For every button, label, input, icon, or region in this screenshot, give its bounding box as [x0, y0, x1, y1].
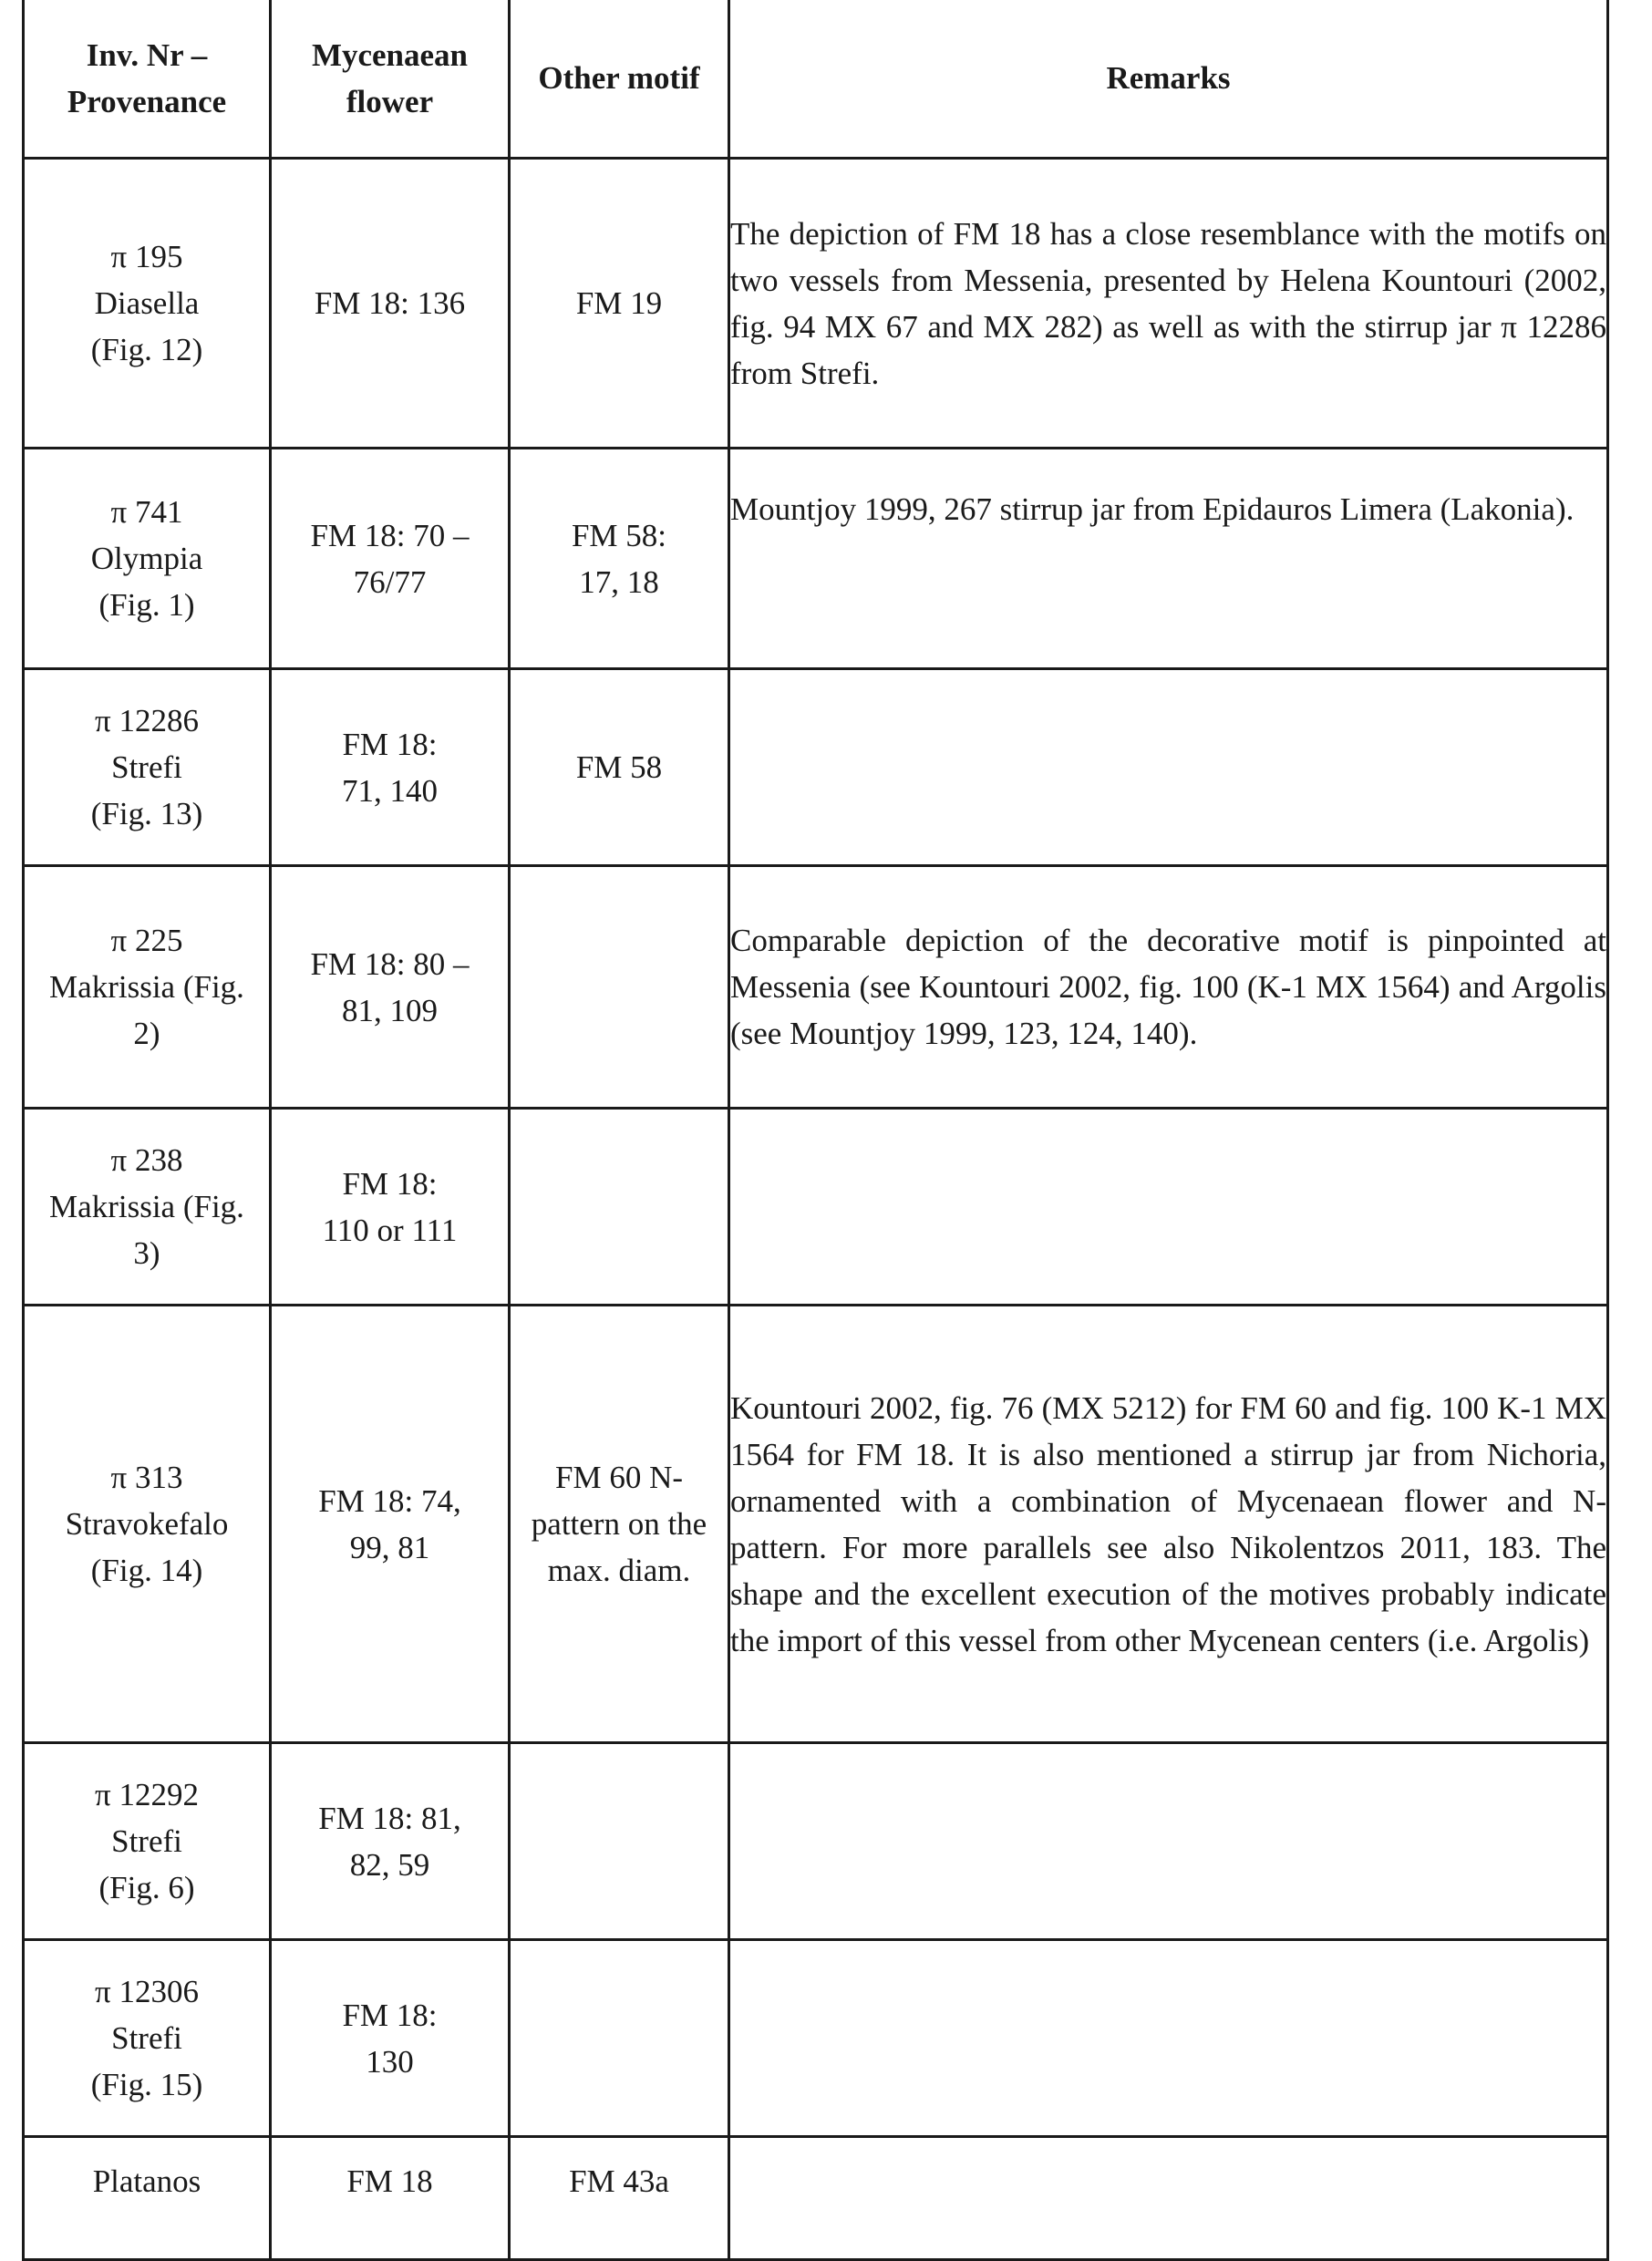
header-mycenaean-flower	[271, 0, 510, 159]
flower-text: FM 18: 136	[314, 285, 466, 321]
provenance-text: π 195 Diasella (Fig. 12)	[90, 239, 203, 367]
flower-cell	[271, 449, 510, 669]
remarks-text: Mountjoy 1999, 267 stirrup jar from Epidauros Limera (Lakonia).	[730, 491, 1575, 527]
flower-cell	[271, 159, 510, 449]
table-row	[24, 1940, 1608, 2137]
flower-cell	[271, 2137, 510, 2260]
provenance-cell	[24, 449, 271, 669]
provenance-cell	[24, 1109, 271, 1306]
flower-cell	[271, 866, 510, 1109]
other-motif-text: FM 19	[575, 285, 663, 321]
provenance-text: π 313 Stravokefalo (Fig. 14)	[65, 1460, 229, 1588]
table-row	[24, 669, 1608, 866]
table-row	[24, 1109, 1608, 1306]
other-motif-cell	[510, 2137, 729, 2260]
header-remarks-label: Remarks	[1106, 60, 1231, 96]
motif-table	[22, 0, 1609, 2261]
flower-cell	[271, 1743, 510, 1940]
table-row	[24, 2137, 1608, 2260]
remarks-cell	[729, 1743, 1608, 1940]
header-other-motif	[510, 0, 729, 159]
provenance-cell	[24, 159, 271, 449]
other-motif-cell	[510, 449, 729, 669]
other-motif-cell	[510, 1306, 729, 1743]
remarks-cell	[729, 1306, 1608, 1743]
flower-cell	[271, 1940, 510, 2137]
provenance-cell	[24, 1743, 271, 1940]
table-row	[24, 1743, 1608, 1940]
flower-text: FM 18: 71, 140	[342, 726, 438, 809]
remarks-text: The depiction of FM 18 has a close resemblance with the motifs on two vessels from Messenia, presented by Helena Kountouri (2002, fig. 94 MX 67 and MX 282) as well as with the stirrup jar π 12286 from Strefi.	[730, 215, 1606, 391]
flower-cell	[271, 669, 510, 866]
flower-text: FM 18: 70 – 76/77	[310, 517, 470, 600]
header-other-label: Other motif	[538, 60, 700, 96]
remarks-cell	[729, 866, 1608, 1109]
provenance-text: Platanos	[92, 2163, 201, 2199]
provenance-cell	[24, 669, 271, 866]
remarks-cell	[729, 669, 1608, 866]
remarks-cell	[729, 449, 1608, 669]
other-motif-text: FM 58: 17, 18	[571, 517, 667, 600]
header-flower-label: Mycenaean flower	[311, 36, 469, 119]
flower-text: FM 18: 74, 99, 81	[318, 1482, 461, 1565]
header-provenance-label: Inv. Nr – Provenance	[67, 36, 227, 119]
other-motif-cell	[510, 1940, 729, 2137]
provenance-text: π 12292 Strefi (Fig. 6)	[95, 1777, 199, 1905]
provenance-text: π 12306 Strefi (Fig. 15)	[90, 1974, 203, 2102]
header-remarks	[729, 0, 1608, 159]
provenance-cell	[24, 2137, 271, 2260]
table-row	[24, 1306, 1608, 1743]
header-provenance	[24, 0, 271, 159]
other-motif-cell	[510, 1743, 729, 1940]
provenance-text: π 238 Makrissia (Fig. 3)	[49, 1142, 244, 1271]
provenance-text: π 741 Olympia (Fig. 1)	[90, 494, 203, 623]
table-row	[24, 449, 1608, 669]
other-motif-text: FM 43a	[569, 2163, 669, 2199]
table-row	[24, 866, 1608, 1109]
remarks-text: Kountouri 2002, fig. 76 (MX 5212) for FM 60 and fig. 100 K-1 MX 1564 for FM 18. It is also mentioned a stirrup jar from Nichoria, ornamented with a combination of Mycenaean flower and N-pattern. For more parallels see also Nikolentzos 2011, 183. The shape and the excellent execution of the motives probably indicate the import of this vessel from other Mycenean centers (i.e. Argolis)	[730, 1389, 1606, 1658]
other-motif-cell	[510, 669, 729, 866]
remarks-cell	[729, 2137, 1608, 2260]
remarks-cell	[729, 1109, 1608, 1306]
other-motif-text: FM 60 N-pattern on the max. diam.	[531, 1460, 707, 1588]
provenance-cell	[24, 1940, 271, 2137]
provenance-cell	[24, 866, 271, 1109]
table-row	[24, 159, 1608, 449]
flower-cell	[271, 1109, 510, 1306]
provenance-text: π 225 Makrissia (Fig. 2)	[49, 923, 244, 1051]
flower-cell	[271, 1306, 510, 1743]
other-motif-cell	[510, 159, 729, 449]
flower-text: FM 18: 80 – 81, 109	[310, 945, 470, 1028]
provenance-cell	[24, 1306, 271, 1743]
other-motif-cell	[510, 1109, 729, 1306]
remarks-text: Comparable depiction of the decorative motif is pinpointed at Messenia (see Kountouri 2002, fig. 100 (K-1 MX 1564) and Argolis (see Mountjoy 1999, 123, 124, 140).	[730, 923, 1606, 1051]
table-header-row	[24, 0, 1608, 159]
remarks-cell	[729, 159, 1608, 449]
other-motif-text: FM 58	[575, 749, 663, 785]
flower-text: FM 18: 130	[342, 1997, 438, 2080]
provenance-text: π 12286 Strefi (Fig. 13)	[90, 703, 203, 831]
flower-text: FM 18: 110 or 111	[322, 1165, 458, 1248]
flower-text: FM 18: 81, 82, 59	[318, 1800, 461, 1883]
flower-text: FM 18	[346, 2163, 433, 2199]
other-motif-cell	[510, 866, 729, 1109]
remarks-cell	[729, 1940, 1608, 2137]
